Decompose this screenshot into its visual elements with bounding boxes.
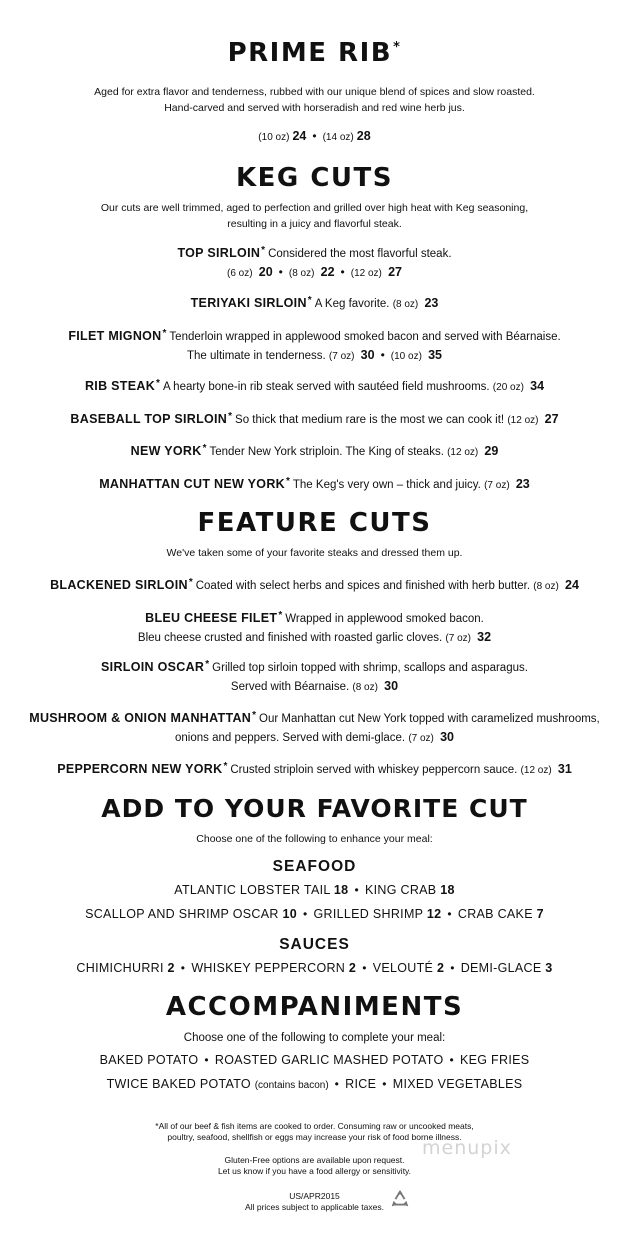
feature-cuts-desc: We've taken some of your favorite steaks and dressed them up. <box>166 547 463 559</box>
keg-cuts-desc-2: resulting in a juicy and flavorful steak. <box>227 218 402 230</box>
footer-disclaimer: *All of our beef & fish items are cooked to order. Consuming raw or uncooked meats, poultry, seafood, shellfish or eggs may increase your risk of food borne illness. <box>155 1121 474 1142</box>
menu-item-bleu-cheese-filet: BLEU CHEESE FILET* Wrapped in applewood smoked bacon. Bleu cheese crusted and finished with roasted garlic cloves. (7 oz) 32 <box>137 610 492 644</box>
sauces-title: SAUCES <box>279 936 350 953</box>
prime-rib-section <box>0 38 629 68</box>
menu-item-peppercorn-new-york: PEPPERCORN NEW YORK* Crusted striploin served with whiskey peppercorn sauce. (12 oz) 31 <box>57 761 572 776</box>
accompaniments-desc: Choose one of the following to complete your meal: <box>183 1032 446 1044</box>
keg-cuts-desc-1: Our cuts are well trimmed, aged to perfection and grilled over high heat with Keg seasoning, <box>100 202 529 214</box>
feature-cuts-title: FEATURE CUTS <box>197 508 432 538</box>
prime-rib-prices: (10 oz) 24 • (14 oz) 28 <box>258 129 371 143</box>
menu-item-filet-mignon: FILET MIGNON* Tenderloin wrapped in applewood smoked bacon and served with Béarnaise. The ultimate in tenderness. (7 oz) 30 • (10 oz) 35 <box>68 328 561 362</box>
menu-item-blackened-sirloin: BLACKENED SIRLOIN* Coated with select herbs and spices and finished with herb butter. (8 oz) 24 <box>50 577 579 592</box>
prime-rib-desc-2: Hand-carved and served with horseradish and red wine herb jus. <box>164 102 465 114</box>
accompaniments-row-1: BAKED POTATO • ROASTED GARLIC MASHED POTATO • KEG FRIES <box>99 1053 530 1067</box>
add-cut-title: ADD TO YOUR FAVORITE CUT <box>101 794 528 823</box>
menu-item-sirloin-oscar: SIRLOIN OSCAR* Grilled top sirloin topped with shrimp, scallops and asparagus. Served with Béarnaise. (8 oz) 30 <box>101 659 528 693</box>
recycle-icon <box>389 1189 411 1211</box>
watermark-text: menupix <box>422 1137 512 1159</box>
prime-rib-desc-1: Aged for extra flavor and tenderness, rubbed with our unique blend of spices and slow roasted. <box>94 86 535 98</box>
seafood-row-1: ATLANTIC LOBSTER TAIL 18 • KING CRAB 18 <box>174 883 455 897</box>
seafood-row-2: SCALLOP AND SHRIMP OSCAR 10 • GRILLED SHRIMP 12 • CRAB CAKE 7 <box>85 907 544 921</box>
seafood-title: SEAFOOD <box>272 858 357 875</box>
footer-allergy: Gluten-Free options are available upon request. Let us know if you have a food allergy or sensitivity. <box>217 1155 412 1176</box>
menu-item-teriyaki-sirloin: TERIYAKI SIRLOIN* A Keg favorite. (8 oz) 23 <box>190 295 439 310</box>
menu-item-baseball-top-sirloin: BASEBALL TOP SIRLOIN* So thick that medium rare is the most we can cook it! (12 oz) 27 <box>70 411 559 426</box>
menu-item-manhattan-cut: MANHATTAN CUT NEW YORK* The Keg's very own – thick and juicy. (7 oz) 23 <box>99 476 530 491</box>
sauces-row: CHIMICHURRI 2 • WHISKEY PEPPERCORN 2 • VELOUTÉ 2 • DEMI-GLACE 3 <box>76 961 553 975</box>
accompaniments-title: ACCOMPANIMENTS <box>165 992 464 1022</box>
accompaniments-row-2: TWICE BAKED POTATO (contains bacon) • RICE • MIXED VEGETABLES <box>106 1077 523 1091</box>
footer-code: US/APR2015 All prices subject to applicable taxes. <box>245 1191 384 1212</box>
menu-item-rib-steak: RIB STEAK* A hearty bone-in rib steak served with sautéed field mushrooms. (20 oz) 34 <box>84 378 545 393</box>
menu-item-new-york: NEW YORK* Tender New York striploin. The King of steaks. (12 oz) 29 <box>130 443 499 458</box>
menu-item-mushroom-onion-manhattan: MUSHROOM & ONION MANHATTAN* Our Manhattan cut New York topped with caramelized mushrooms, onions and peppers. Served with demi-glace. (7 oz) 30 <box>29 710 600 744</box>
keg-cuts-title: KEG CUTS <box>236 163 393 193</box>
prime-rib-title: PRIME RIB* <box>227 38 402 68</box>
menu-item-top-sirloin: TOP SIRLOIN* Considered the most flavorful steak. (6 oz) 20 • (8 oz) 22 • (12 oz) 27 <box>177 245 452 279</box>
add-cut-desc: Choose one of the following to enhance your meal: <box>196 833 433 845</box>
